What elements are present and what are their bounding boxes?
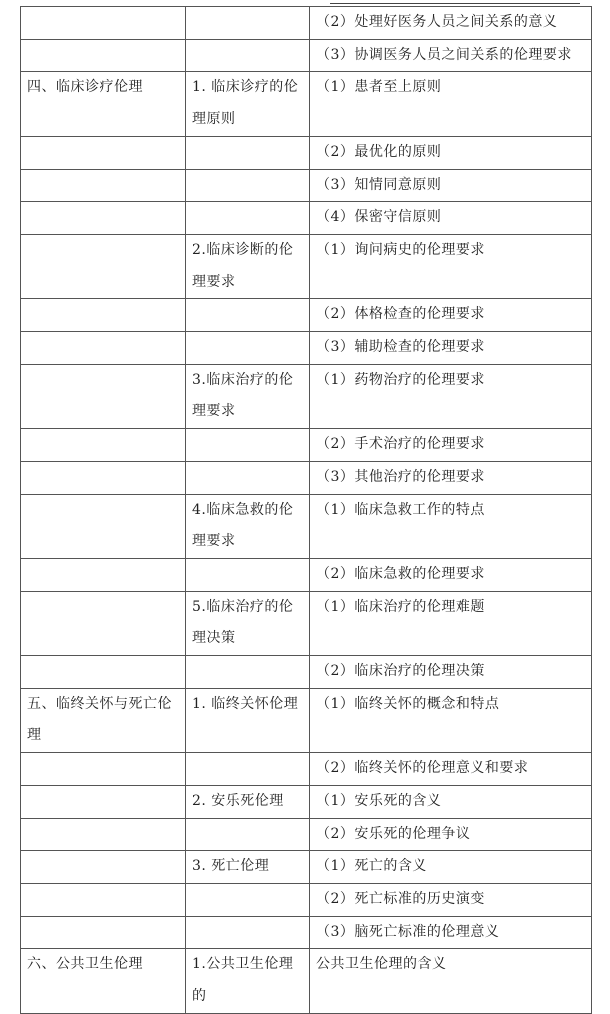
table-row	[21, 332, 592, 365]
topic-cell: 3.临床治疗的伦理要求	[186, 364, 310, 428]
table-row	[21, 234, 592, 298]
topic-cell	[186, 558, 310, 591]
topic-cell	[186, 753, 310, 786]
detail-cell: （3）辅助检查的伦理要求	[310, 332, 592, 365]
table-row	[21, 429, 592, 462]
topic-cell: 5.临床治疗的伦理决策	[186, 591, 310, 655]
topic-cell	[186, 429, 310, 462]
table-row	[21, 494, 592, 558]
table-row	[21, 461, 592, 494]
unit-cell	[21, 136, 186, 169]
detail-cell: （1）临终关怀的概念和特点	[310, 688, 592, 752]
detail-cell: （2）最优化的原则	[310, 136, 592, 169]
unit-cell	[21, 591, 186, 655]
detail-cell: （1）临床急救工作的特点	[310, 494, 592, 558]
table-row	[21, 169, 592, 202]
unit-cell	[21, 7, 186, 40]
detail-cell: （3）协调医务人员之间关系的伦理要求	[310, 39, 592, 72]
table-row	[21, 72, 592, 136]
table-row	[21, 364, 592, 428]
table-row	[21, 916, 592, 949]
unit-cell	[21, 169, 186, 202]
topic-cell	[186, 136, 310, 169]
topic-cell: 2. 安乐死伦理	[186, 785, 310, 818]
detail-cell: （3）知情同意原则	[310, 169, 592, 202]
unit-cell	[21, 332, 186, 365]
topic-cell: 2.临床诊断的伦理要求	[186, 234, 310, 298]
topic-cell	[186, 818, 310, 851]
unit-cell	[21, 916, 186, 949]
unit-cell	[21, 364, 186, 428]
table-row	[21, 851, 592, 884]
detail-cell: （1）临床治疗的伦理难题	[310, 591, 592, 655]
table-row	[21, 818, 592, 851]
topic-cell: 1.公共卫生伦理的	[186, 949, 310, 1013]
detail-cell: （2）手术治疗的伦理要求	[310, 429, 592, 462]
detail-cell: （4）保密守信原则	[310, 202, 592, 235]
unit-cell	[21, 558, 186, 591]
detail-cell: （2）死亡标准的历史演变	[310, 883, 592, 916]
detail-cell: （3）脑死亡标准的伦理意义	[310, 916, 592, 949]
table-row	[21, 656, 592, 689]
unit-cell	[21, 429, 186, 462]
unit-cell	[21, 234, 186, 298]
table-row	[21, 39, 592, 72]
detail-cell: （1）药物治疗的伦理要求	[310, 364, 592, 428]
table-row	[21, 299, 592, 332]
table-row	[21, 558, 592, 591]
unit-cell: 五、临终关怀与死亡伦理	[21, 688, 186, 752]
topic-cell	[186, 461, 310, 494]
unit-cell	[21, 299, 186, 332]
detail-cell: （2）临床治疗的伦理决策	[310, 656, 592, 689]
detail-cell: （2）安乐死的伦理争议	[310, 818, 592, 851]
unit-cell	[21, 39, 186, 72]
table-row	[21, 785, 592, 818]
table-row	[21, 753, 592, 786]
unit-cell	[21, 785, 186, 818]
topic-cell	[186, 39, 310, 72]
detail-cell: 公共卫生伦理的含义	[310, 949, 592, 1013]
table-row	[21, 7, 592, 40]
topic-cell	[186, 202, 310, 235]
unit-cell: 六、公共卫生伦理	[21, 949, 186, 1013]
syllabus-table	[20, 6, 592, 1014]
unit-cell	[21, 656, 186, 689]
detail-cell: （2）临终关怀的伦理意义和要求	[310, 753, 592, 786]
detail-cell: （1）询问病史的伦理要求	[310, 234, 592, 298]
topic-cell: 3. 死亡伦理	[186, 851, 310, 884]
detail-cell: （3）其他治疗的伦理要求	[310, 461, 592, 494]
unit-cell	[21, 461, 186, 494]
detail-cell: （2）临床急救的伦理要求	[310, 558, 592, 591]
table-row	[21, 591, 592, 655]
unit-cell	[21, 883, 186, 916]
topic-cell	[186, 169, 310, 202]
unit-cell	[21, 202, 186, 235]
topic-cell: 4.临床急救的伦理要求	[186, 494, 310, 558]
table-row	[21, 202, 592, 235]
detail-cell: （1）安乐死的含义	[310, 785, 592, 818]
unit-cell	[21, 494, 186, 558]
topic-cell	[186, 656, 310, 689]
unit-cell	[21, 818, 186, 851]
unit-cell	[21, 851, 186, 884]
topic-cell	[186, 7, 310, 40]
table-row	[21, 688, 592, 752]
topic-cell: 1. 临终关怀伦理	[186, 688, 310, 752]
detail-cell: （2）处理好医务人员之间关系的意义	[310, 7, 592, 40]
detail-cell: （2）体格检查的伦理要求	[310, 299, 592, 332]
topic-cell	[186, 332, 310, 365]
detail-cell: （1）患者至上原则	[310, 72, 592, 136]
syllabus-table-body	[21, 7, 592, 1014]
detail-cell: （1）死亡的含义	[310, 851, 592, 884]
topic-cell: 1. 临床诊疗的伦理原则	[186, 72, 310, 136]
topic-cell	[186, 916, 310, 949]
topic-cell	[186, 883, 310, 916]
table-row	[21, 883, 592, 916]
table-row	[21, 136, 592, 169]
topic-cell	[186, 299, 310, 332]
top-rule	[330, 0, 580, 4]
table-row	[21, 949, 592, 1013]
unit-cell	[21, 753, 186, 786]
unit-cell: 四、临床诊疗伦理	[21, 72, 186, 136]
